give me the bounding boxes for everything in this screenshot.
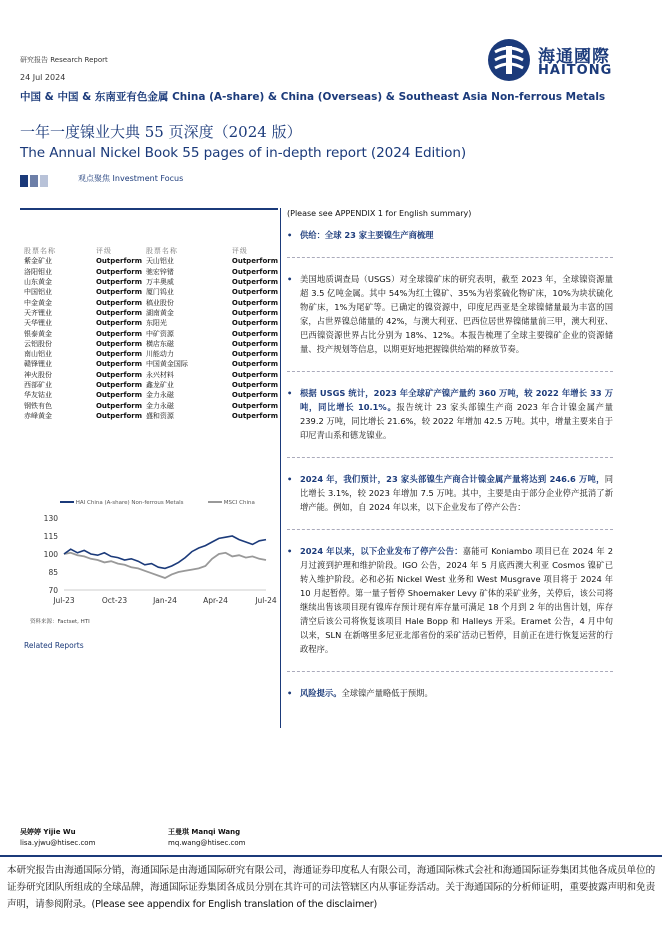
rating-cell: Outperform <box>231 329 278 338</box>
bullet-text: 同比增长 3.1%，较 2023 年增加 7.5 万吨。其中，主要是由于部分企业停产抵消了新增产能。例如，自 2024 年以来，以下企业发布了停产公告： <box>300 474 613 512</box>
bullet-divider <box>287 457 613 458</box>
company-cell: 天华锂业 <box>24 319 52 328</box>
table-row <box>24 390 278 400</box>
company-cell: 鑫龙矿业 <box>145 381 174 389</box>
rating-cell: Outperform <box>231 370 278 379</box>
legend-label-hai: HAI China (A-share) Non-ferrous Metals <box>75 500 184 506</box>
bullet-text: 美国地质调查局（USGS）对全球镍矿床的研究表明，截至 2023 年，全球镍资源量超 3.5 亿吨金属。其中 54%为红土镍矿、35%为岩浆硫化物矿床，10%为块状硫化物矿床，1%为尾矿等。已确定的镍资源中，印度尼西亚是全球镍储量最为丰富的国家，占世界镍总储量的 42%，与澳大利亚、巴西位居世界镍储量前三甲，澳大利亚、巴西镍资源世界占比分别为 18%、12%。本报告梳理了全球主要镍矿企业的资源储量、投产规划等信息，以期更好地把握镍供给端的释放节奏。 <box>300 274 613 354</box>
company-cell: 中矿资源 <box>145 329 174 338</box>
table-row <box>24 359 278 369</box>
company-cell: 赤峰黄金 <box>24 411 52 420</box>
table-header-cell: 股票名称 <box>145 247 178 256</box>
rating-cell: Outperform <box>231 381 278 389</box>
legend-swatch-hai <box>60 499 74 504</box>
table-header-cell: 评级 <box>95 247 112 256</box>
table-row <box>24 256 278 266</box>
y-tick-label: 130 <box>43 514 58 523</box>
bullet-divider <box>287 671 613 672</box>
focus-color-blocks <box>20 172 52 184</box>
company-cell: 盛和资源 <box>145 411 174 420</box>
bullet-bold: 2024 年，我们预计，23 家头部镍生产商合计镍金属产量将达到 246.6 万吨， <box>300 474 605 484</box>
legend-swatch-msci <box>208 499 222 504</box>
rating-cell: Outperform <box>231 267 278 276</box>
rating-cell: Outperform <box>95 257 143 266</box>
bullet-icon: • <box>287 688 293 698</box>
rating-cell: Outperform <box>95 319 143 328</box>
company-cell: 驰宏锌锗 <box>145 267 174 276</box>
company-cell: 稿业股份 <box>145 298 174 307</box>
company-cell: 横店东磁 <box>145 339 174 348</box>
logo-text-cn: 海通國際 <box>538 47 610 67</box>
company-cell: 云铝股份 <box>24 339 52 348</box>
rating-cell: Outperform <box>231 278 278 287</box>
focus-block <box>20 175 28 187</box>
rating-table <box>24 246 278 421</box>
table-row <box>24 297 278 307</box>
table-row <box>24 308 278 318</box>
footer-divider <box>0 855 662 857</box>
analyst-email[interactable]: mq.wang@htisec.com <box>168 839 246 847</box>
analyst-card <box>20 827 95 849</box>
bullet-text: 全球镍产量略低于预期。 <box>341 688 433 698</box>
table-row <box>24 277 278 287</box>
company-cell: 湖南黄金 <box>145 308 174 317</box>
bullet-icon: • <box>287 474 293 484</box>
chart-source: 资料来源：Factset, HTI <box>30 619 90 625</box>
bullet-bold: 根据 USGS 统计，2023 年全球矿产镍产量约 360 万吨，较 2022 年增长 33 万吨，同比增长 10.1%。 <box>300 388 613 412</box>
table-header-cell: 股票名称 <box>24 247 56 256</box>
table-row <box>24 267 278 277</box>
table-row <box>24 328 278 338</box>
focus-block <box>30 175 38 187</box>
bullet-icon: • <box>287 230 293 240</box>
related-reports-heading: Related Reports <box>24 641 84 650</box>
rating-cell: Outperform <box>231 360 278 369</box>
table-row <box>24 287 278 297</box>
bullet-icon: • <box>287 388 293 398</box>
y-tick-label: 115 <box>43 532 58 541</box>
appendix-note: (Please see APPENDIX 1 for English summary) <box>287 209 472 218</box>
rating-cell: Outperform <box>95 298 143 307</box>
analyst-name: 吴婷婷 Yijie Wu <box>20 828 76 836</box>
company-cell: 永兴材料 <box>145 370 174 379</box>
table-header-row <box>24 246 278 256</box>
rating-cell: Outperform <box>95 278 143 287</box>
x-tick-label: Jul-24 <box>255 596 277 605</box>
company-cell: 银泰黄金 <box>24 329 52 338</box>
company-cell: 西部矿业 <box>24 381 52 389</box>
chart-legend <box>60 499 255 506</box>
rating-cell: Outperform <box>95 381 143 389</box>
company-cell: 厦门钨业 <box>145 288 174 297</box>
rating-cell: Outperform <box>231 339 278 348</box>
company-cell: 华友钴业 <box>24 391 52 400</box>
bullet-suspensions <box>287 544 613 656</box>
performance-chart <box>20 508 278 608</box>
sector-heading: 中国 & 中国 & 东南亚有色金属 China (A-share) & China (Overseas) & Southeast Asia Non-ferrous Metals <box>20 91 606 103</box>
rating-cell: Outperform <box>95 411 143 420</box>
table-row <box>24 370 278 380</box>
rating-cell: Outperform <box>95 339 143 348</box>
rating-cell: Outperform <box>231 308 278 317</box>
table-header-cell: 评级 <box>231 247 248 256</box>
analyst-name: 王曼琪 Manqi Wang <box>168 828 241 836</box>
bullet-text: 嘉能可 Koniambo 项目已在 2024 年 2 月过渡到护理和维护阶段。IGO 公告，2024 年 5 月底西澳大利亚 Cosmos 镍矿已转入维护阶段。必和必拓 Nickel West 业务和 West Musgrave 项目将于 2024 年 10 月起暂停。第一量子暂停 Shoemaker Levy 矿体的采矿业务，关停后，该公司将继续出售该项目现有镍库存预计现有库存量可满足 18 个月到 2 年的出售计划，库存清空后该公司将恢复该项目 Hale Bopp 和 Halleys 开采。Eramet 公告，4 月中旬以来，SLN 在新喀里多尼亚北部省份的采矿活动已暂停，目前正在进行恢复运营的行政程序。 <box>300 546 614 654</box>
report-type: 研究报告 Research Report <box>20 56 108 64</box>
y-tick-label: 70 <box>48 586 58 595</box>
rating-cell: Outperform <box>231 411 278 420</box>
bullet-2024-forecast <box>287 472 613 514</box>
table-row <box>24 380 278 390</box>
column-divider <box>280 208 281 728</box>
rating-cell: Outperform <box>95 288 143 297</box>
rating-cell: Outperform <box>95 329 143 338</box>
rating-cell: Outperform <box>95 308 143 317</box>
company-cell: 金力永磁 <box>145 391 174 400</box>
company-cell: 中国铝业 <box>24 288 52 297</box>
bullet-2023-production <box>287 386 613 442</box>
report-title-cn: 一年一度镍业大典 55 页深度（2024 版） <box>20 123 302 141</box>
bullet-divider <box>287 371 613 372</box>
left-divider <box>20 208 278 210</box>
company-cell: 钢铁有色 <box>24 401 52 410</box>
company-cell: 川能动力 <box>145 350 174 359</box>
company-cell: 万丰奥威 <box>145 278 174 287</box>
company-cell: 山东黄金 <box>24 278 52 287</box>
table-row <box>24 411 278 421</box>
logo-text-en: HAITONG <box>538 63 613 78</box>
company-cell: 东阳光 <box>145 319 167 328</box>
bullet-text: 报告统计 23 家头部镍生产商 2023 年合计镍金属产量 239.2 万吨，同比增长 21.6%，较 2022 年增加 42.5 万吨。其中，增量主要来自于印尼青山系和德龙镍业。 <box>300 402 613 440</box>
analyst-card <box>168 827 246 849</box>
rating-cell: Outperform <box>231 391 278 400</box>
rating-cell: Outperform <box>95 360 143 369</box>
rating-cell: Outperform <box>95 350 143 359</box>
rating-cell: Outperform <box>95 391 143 400</box>
investment-focus-label: 观点聚焦 Investment Focus <box>78 174 184 183</box>
rating-cell: Outperform <box>231 319 278 328</box>
series-line-msci <box>64 553 266 578</box>
company-cell: 洛阳钼业 <box>24 267 52 276</box>
bullet-supply <box>287 228 613 242</box>
company-cell: 天山铝业 <box>145 257 174 266</box>
rating-cell: Outperform <box>95 401 143 410</box>
bullet-divider <box>287 257 613 258</box>
legend-label-msci: MSCI China <box>223 500 255 506</box>
company-cell: 南山铝业 <box>24 350 52 359</box>
y-tick-label: 100 <box>43 550 58 559</box>
bullet-bold: 风险提示。 <box>300 688 342 698</box>
report-date: 24 Jul 2024 <box>20 73 66 82</box>
x-tick-label: Oct-23 <box>101 596 128 605</box>
rating-cell: Outperform <box>95 267 143 276</box>
bullet-bold: 2024 年以来，以下企业发布了停产公告： <box>300 546 463 556</box>
company-cell: 紫金矿业 <box>24 257 52 266</box>
report-title-en: The Annual Nickel Book 55 pages of in-depth report (2024 Edition) <box>20 145 467 161</box>
analyst-email[interactable]: lisa.yjwu@htisec.com <box>20 839 96 847</box>
rating-cell: Outperform <box>231 401 278 410</box>
company-cell: 赣锋锂业 <box>24 360 52 369</box>
table-row <box>24 318 278 328</box>
bullet-icon: • <box>287 546 293 556</box>
company-cell: 天齐锂业 <box>24 308 52 317</box>
rating-cell: Outperform <box>231 298 278 307</box>
rating-cell: Outperform <box>231 288 278 297</box>
summary-column <box>287 228 613 715</box>
rating-cell: Outperform <box>231 350 278 359</box>
bullet-usgs-resources <box>287 272 613 356</box>
focus-block <box>40 175 48 187</box>
table-row <box>24 400 278 410</box>
bullet-risk <box>287 686 613 700</box>
x-tick-label: Jul-23 <box>53 596 75 605</box>
x-tick-label: Jan-24 <box>153 596 177 605</box>
rating-cell: Outperform <box>231 257 278 266</box>
company-cell: 神火股份 <box>24 370 52 379</box>
company-cell: 中金黄金 <box>24 298 52 307</box>
company-cell: 中国黄金国际 <box>145 360 188 369</box>
series-line-hai <box>64 536 266 568</box>
rating-cell: Outperform <box>95 370 143 379</box>
table-row <box>24 339 278 349</box>
x-tick-label: Apr-24 <box>203 596 228 605</box>
bullet-divider <box>287 529 613 530</box>
bullet-icon: • <box>287 274 293 284</box>
y-tick-label: 85 <box>48 568 58 577</box>
table-row <box>24 349 278 359</box>
company-cell: 金力永磁 <box>145 401 174 410</box>
bullet-heading: 供给：全球 23 家主要镍生产商梳理 <box>300 230 434 240</box>
footer-disclaimer: 本研究报告由海通国际分销，海通国际是由海通国际研究有限公司，海通证券印度私人有限公司，海通国际株式会社和海通国际证券集团其他各成员单位的证券研究团队所组成的全球品牌，海通国际证券集团各成员分别在其许可的司法管辖区内从事证券活动。关于海通国际的分析师证明，重要披露声明和免责声明，请参阅附录。(Please see appendix for English translation of the disclaimer) <box>7 865 655 910</box>
